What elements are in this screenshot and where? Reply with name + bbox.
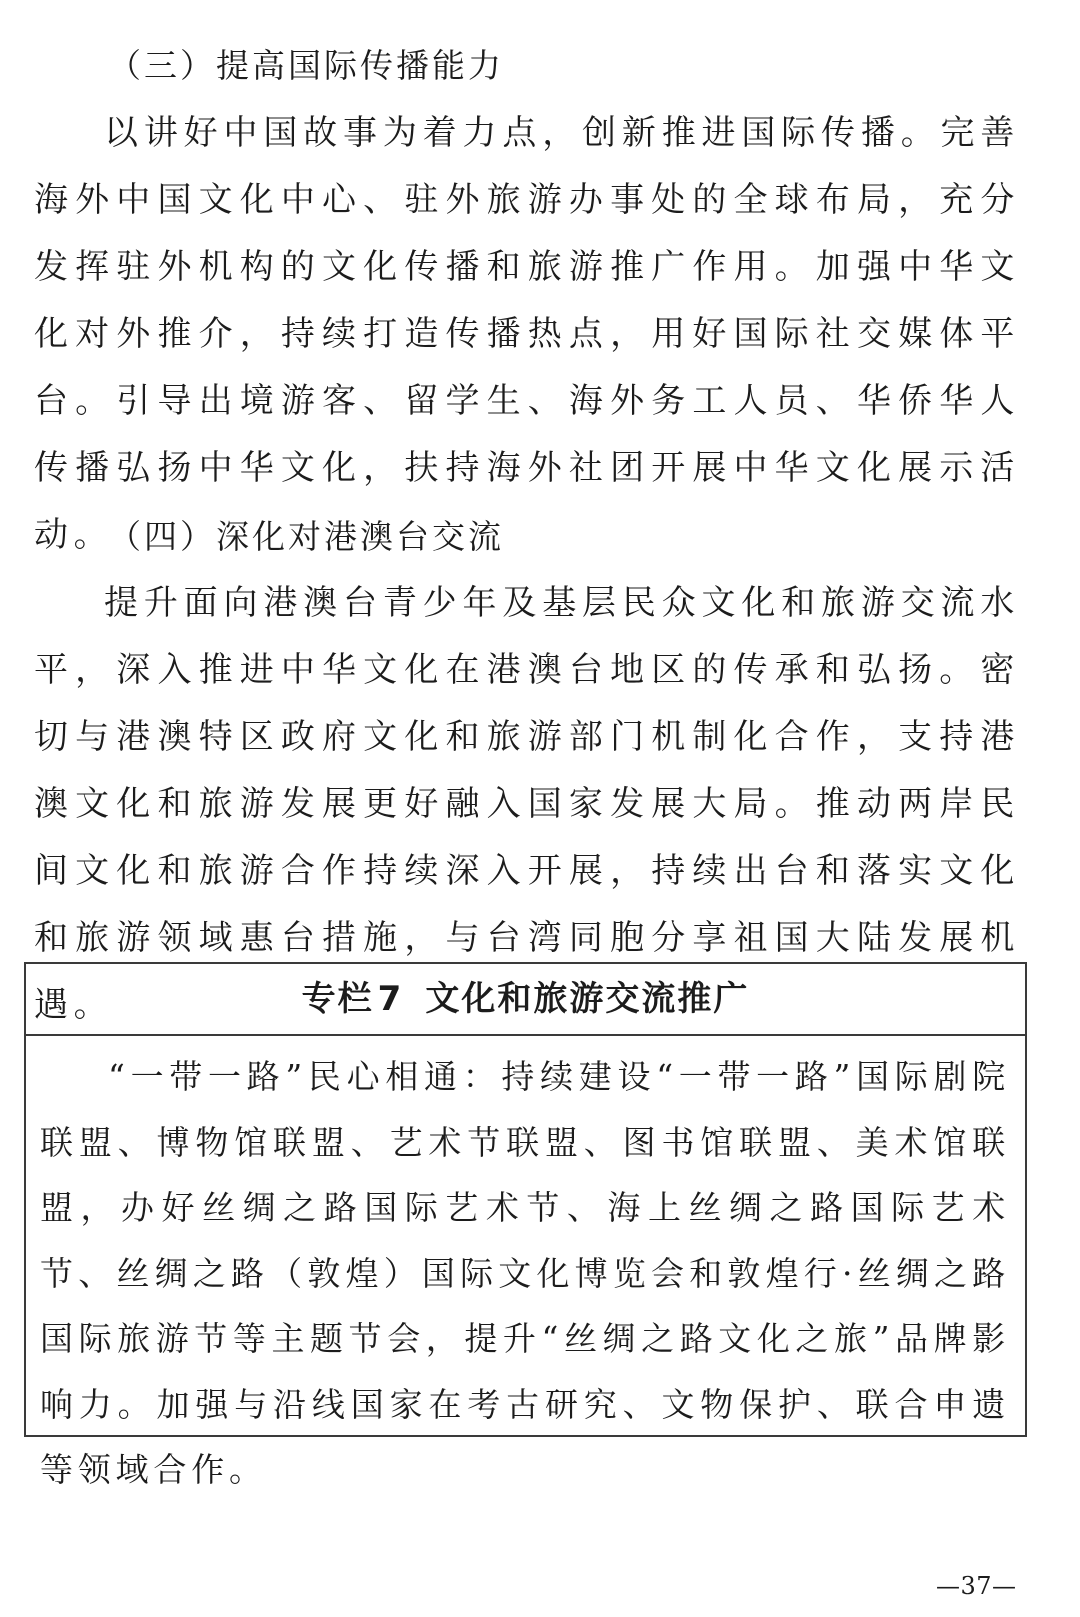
column-label: 专栏 [301,979,374,1019]
section-3-heading: （三）提高国际传播能力 [108,46,504,85]
column-box-body: “一带一路”民心相通：持续建设“一带一路”国际剧院联盟、博物馆联盟、艺术节联盟、图书馆联盟、美术馆联盟，办好丝绸之路国际艺术节、海上丝绸之路国际艺术节、丝绸之路（敦煌）国际文化博览会和敦煌行·丝绸之路国际旅游节等主题节会，提升“丝绸之路文化之旅”品牌影响力。加强与沿线国家在考古研究、文物保护、联合申遗等领域合作。 [40,1057,1010,1489]
column-title: 文化和旅游交流推广 [425,979,750,1019]
page-number: —37— [936,1572,1017,1600]
column-number: 7 [377,979,404,1019]
section-4-paragraph: 提升面向港澳台青少年及基层民众文化和旅游交流水平，深入推进中华文化在港澳台地区的传承和弘扬。密切与港澳特区政府文化和旅游部门机制化合作，支持港澳文化和旅游发展更好融入国家发展大局。推动两岸民间文化和旅游合作持续深入开展，持续出台和落实文化和旅游领域惠台措施，与台湾同胞分享祖国大陆发展机遇。 [34,583,1020,1025]
section-4-heading: （四）深化对港澳台交流 [108,517,504,556]
section-3-paragraph: 以讲好中国故事为着力点，创新推进国际传播。完善海外中国文化中心、驻外旅游办事处的全球布局，充分发挥驻外机构的文化传播和旅游推广作用。加强中华文化对外推介，持续打造传播热点，用好国际社交媒体平台。引导出境游客、留学生、海外务工人员、华侨华人传播弘扬中华文化，扶持海外社团开展中华文化展示活动。 [34,113,1020,555]
column-box [24,962,1027,1489]
column-box-title-bar [26,964,1025,1036]
